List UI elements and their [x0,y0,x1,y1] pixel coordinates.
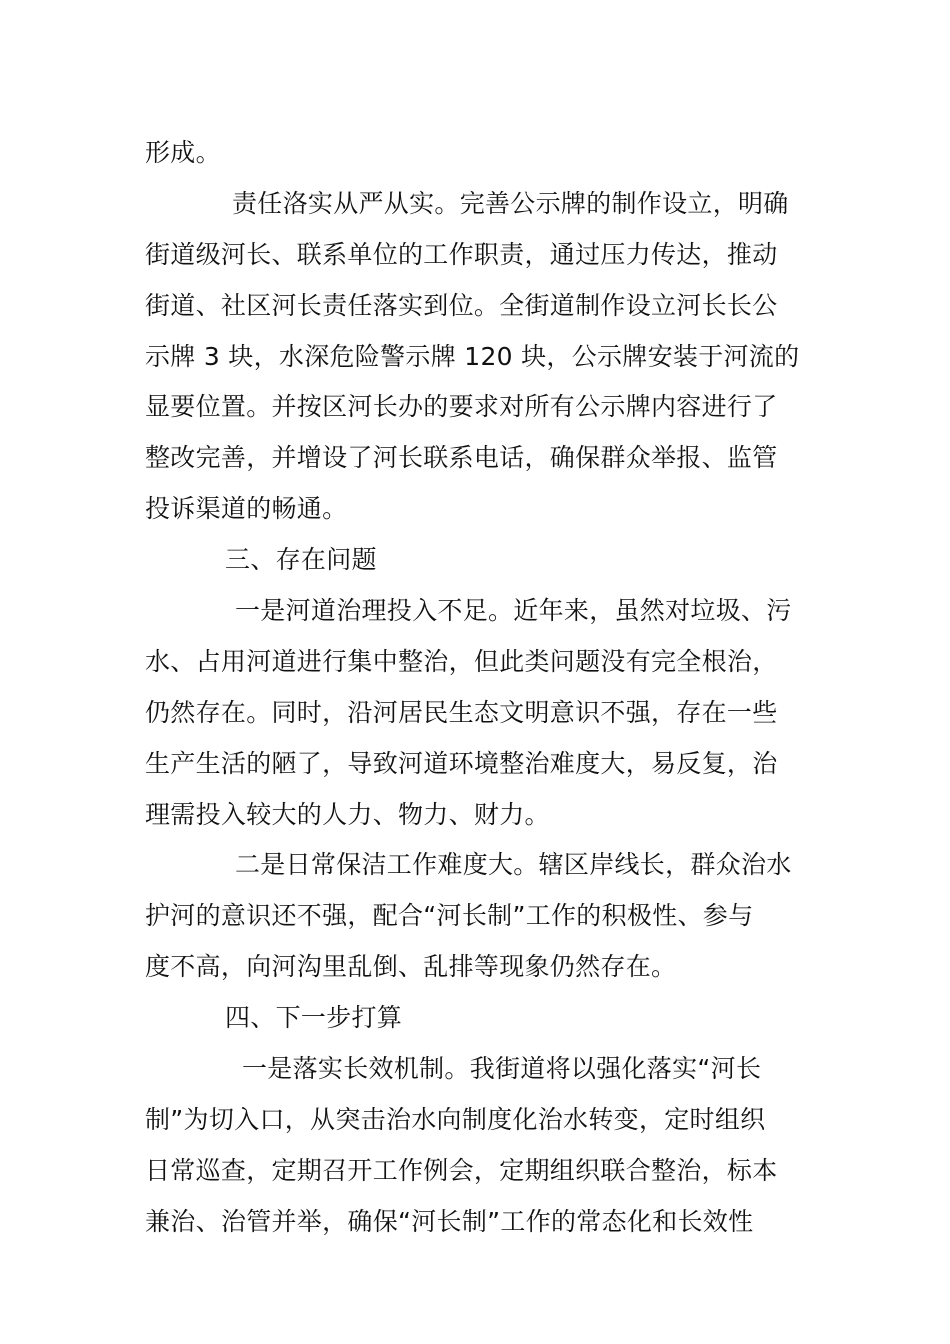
text-line: 生产生活的陋了，导致河道环境整治难度大，易反复，治 [145,748,778,778]
text-line: 投诉渠道的畅通。 [145,494,348,524]
document-body [145,128,815,1248]
section-heading: 四、下一步打算 [225,1003,403,1033]
paragraph-start-line: 责任洛实从严从实。完善公示牌的制作设立，明确 [232,188,789,218]
text-line: 显要位置。并按区河长办的要求对所有公示牌内容进行了 [145,392,778,422]
text-line: 水、占用河道进行集中整治，但此类问题没有完全根治， [145,646,778,676]
paragraph-start-line: 一是落实长效机制。我街道将以强化落实“河长 [242,1054,762,1084]
text-line: 制”为切入口，从突击治水向制度化治水转变，定时组织 [145,1104,766,1134]
text-line: 整改完善，并增设了河长联系电话，确保群众举报、监管 [145,443,778,473]
text-line: 度不高，向河沟里乱倒、乱排等现象仍然存在。 [145,952,677,982]
text-line: 示牌 3 块，水深危险警示牌 120 块，公示牌安装于河流的 [145,341,800,371]
text-line: 街道级河长、联系单位的工作职责，通过压力传达，推动 [145,239,778,269]
section-heading: 三、存在问题 [225,545,377,575]
paragraph-start-line: 一是河道治理投入不足。近年来，虽然对垃圾、污 [235,596,792,626]
text-line: 理需投入较大的人力、物力、财力。 [145,799,550,829]
text-line: 街道、社区河长责任落实到位。全街道制作设立河长长公 [145,290,778,320]
text-line: 形成。 [145,138,221,167]
text-line: 兼治、治管并举，确保“河长制”工作的常态化和长效性 [145,1206,754,1236]
text-line: 日常巡查，定期召开工作例会，定期组织联合整治，标本 [145,1155,778,1185]
text-line: 仍然存在。同时，沿河居民生态文明意识不强，存在一些 [145,697,778,727]
paragraph-start-line: 二是日常保洁工作难度大。辖区岸线长，群众治水 [235,850,792,880]
text-line: 护河的意识还不强，配合“河长制”工作的积极性、参与 [145,901,754,931]
